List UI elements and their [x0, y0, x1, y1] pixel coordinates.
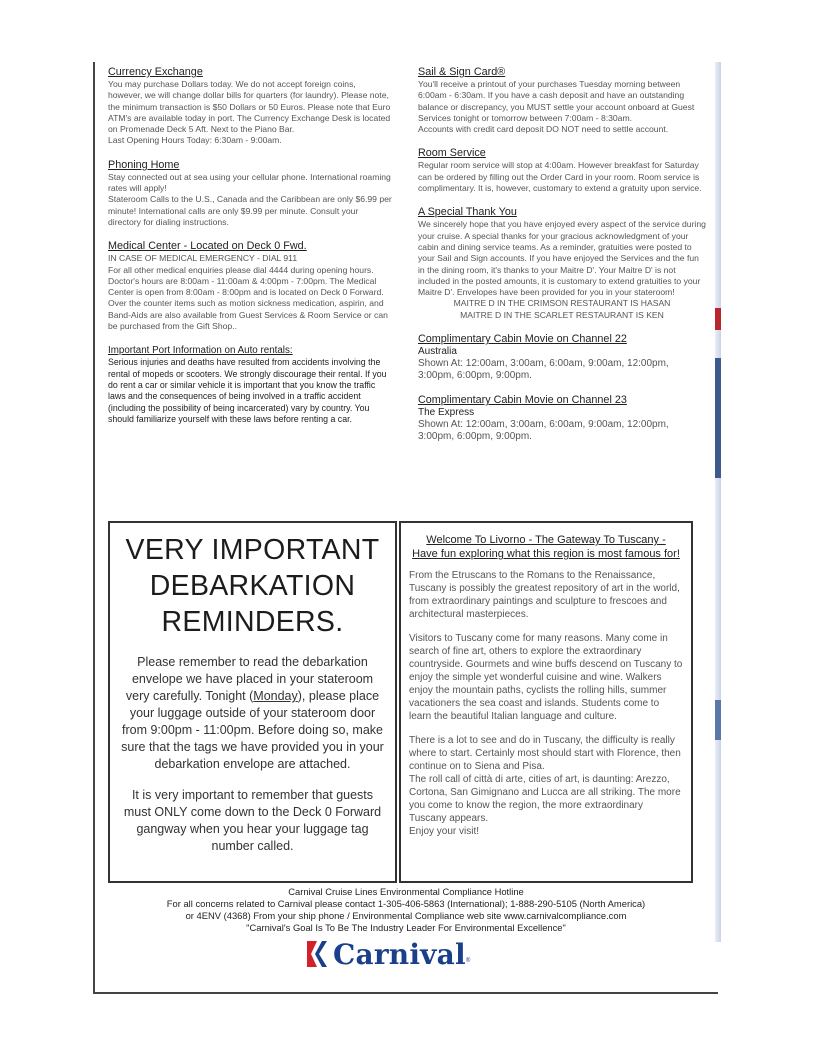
carnival-logo [305, 936, 470, 972]
medical-center-body: For all other medical enquiries please dial 4444 during opening hours. Doctor's hours are 8:00am - 11:00am & 4:00pm - 7:00pm. The Medical Center is open from 8:00am - 8:00pm and is located on Deck 0 Forward. Over the counter items such as motion sickness medication, aspirin, and Band-Aids are also available from Guest Services & Room Service or can be purchased from the Gift Shop.. [108, 264, 388, 332]
debarkation-title-line-1: VERY IMPORTANT [125, 534, 380, 566]
livorno-welcome-box [399, 521, 693, 883]
environmental-compliance-footer [108, 886, 704, 934]
livorno-paragraph-cities-of-art: The roll call of città di arte, cities of art, is daunting: Arezzo, Cortona, San Gimignano and Lucca are all striking. The more you come to know the region, the more extraordinary Tuscany appears. [409, 774, 681, 824]
maitre-d-scarlet: MAITRE D IN THE SCARLET RESTAURANT IS KEN [460, 309, 664, 320]
sail-sign-title: Sail & Sign Card® [418, 66, 506, 78]
movie-channel-23-name: The Express [418, 407, 475, 419]
page-edge-tab-red [715, 308, 721, 330]
movie-channel-23-section [418, 394, 706, 443]
left-column [108, 66, 392, 437]
movie-channel-22-times: Shown At: 12:00am, 3:00am, 6:00am, 9:00am, 12:00pm, 3:00pm, 6:00pm, 9:00pm. [418, 358, 669, 382]
room-service-section [418, 147, 706, 194]
page-edge-strip [715, 62, 721, 942]
movie-channel-22-name: Australia [418, 346, 457, 358]
debarkation-title [110, 532, 395, 640]
sail-sign-credit-note: Accounts with credit card deposit DO NOT need to settle account. [418, 124, 669, 135]
currency-exchange-hours: Last Opening Hours Today: 6:30am - 9:00am. [108, 135, 282, 146]
debarkation-title-line-2: DEBARKATION [149, 570, 356, 602]
livorno-heading-line-2: Have fun exploring what this region is most famous for! [412, 548, 680, 560]
thank-you-section [418, 206, 706, 321]
phoning-home-title: Phoning Home [108, 158, 180, 171]
carnival-trademark: ® [465, 958, 471, 964]
debarkation-luggage-text-pre: Please remember to read the debarkation envelope we have placed in your stateroom very carefully. Tonight ( [125, 655, 374, 703]
debarkation-reminders-box [108, 521, 397, 883]
movie-channel-22-section [418, 333, 706, 382]
debarkation-luggage-text-post: ), please place your luggage outside of your stateroom door from 9:00pm - 11:00pm. Before doing so, make sure that the tags we have provided you in your debarkation envelope are attached. [121, 689, 384, 771]
thank-you-body: We sincerely hope that you have enjoyed every aspect of the service during your cruise. A special thanks for your gracious acknowledgment of your cabin and dining service teams. As a reminder, gratuities were posted to your Sail and Sign accounts. If you have enjoyed the Services and the fun in the dining room, it's thanks to your Maitre D'. Your Maitre D' is not included in the posted amounts, it is customary to extend gratuities to your Maitre D'. Envelopes have been provided for you in your stateroom! [418, 219, 706, 298]
livorno-paragraph-visitors: Visitors to Tuscany come for many reasons. Many come in search of fine art, others to explore the extraordinary countryside. Gourmets and wine buffs descend on Tuscany to enjoy the simple yet wonderful cuisine and wine. Walkers enjoy the mountain paths, cyclists the rolling hills, summer vacationers the sea coast and islands. Students come to learn the beautiful Italian language and culture. [409, 633, 683, 722]
currency-exchange-title: Currency Exchange [108, 66, 203, 78]
page-edge-tab-blue-lower [715, 700, 721, 740]
port-information-section [108, 344, 392, 425]
medical-emergency-line: IN CASE OF MEDICAL EMERGENCY - DIAL 911 [108, 253, 298, 264]
sail-sign-section [418, 66, 706, 135]
port-information-title: Important Port Information on Auto rentals: [108, 345, 293, 357]
currency-exchange-body: You may purchase Dollars today. We do not accept foreign coins, however, we will change dollar bills for quarters (for laundry). Please note, the minimum transaction is $50 Dollars or 50 Euros. Please note that Euro ATM's are available today in port. The Currency Exchange Desk is located on Promenade Deck 5 Aft. Next to the Piano Bar. [108, 79, 391, 135]
sail-sign-body: You'll receive a printout of your purchases Tuesday morning between 6:00am - 6:30am. If you have a cash deposit and have an outstanding balance or discrepancy, you MUST settle your account onboard at Guest Services tonight or tomorrow between 7:00am - 8:30am. [418, 79, 695, 123]
debarkation-title-line-3: REMINDERS. [161, 606, 344, 638]
page-edge-tab-blue [715, 358, 721, 478]
room-service-body: Regular room service will stop at 4:00am. However breakfast for Saturday can be ordered by filling out the Order Card in your room. Room service is complimentary. It is, however, customary to extend a gratuity upon service. [418, 160, 702, 194]
footer-hotline-title: Carnival Cruise Lines Environmental Compliance Hotline [288, 886, 524, 897]
livorno-heading-line-1: Welcome To Livorno - The Gateway To Tuscany - [426, 534, 666, 546]
footer-website: or 4ENV (4368) From your ship phone / Environmental Compliance web site www.carnivalcompliance.com [185, 910, 627, 921]
footer-contact-numbers: For all concerns related to Carnival please contact 1-305-406-5863 (International); 1-888-290-5105 (North America) [166, 898, 646, 909]
right-column [418, 66, 706, 455]
currency-exchange-section [108, 66, 392, 147]
movie-channel-23-times: Shown At: 12:00am, 3:00am, 6:00am, 9:00am, 12:00pm, 3:00pm, 6:00pm, 9:00pm. [418, 419, 669, 443]
livorno-heading [401, 533, 691, 561]
medical-center-title: Medical Center - Located on Deck 0 Fwd. [108, 240, 307, 253]
debarkation-luggage-paragraph [120, 654, 385, 773]
phoning-home-section [108, 159, 392, 228]
thank-you-title: A Special Thank You [418, 206, 517, 219]
medical-center-section [108, 240, 392, 332]
carnival-wordmark: Carnival [333, 937, 466, 971]
carnival-funnel-icon [305, 939, 329, 969]
phoning-home-body-rates: Stateroom Calls to the U.S., Canada and the Caribbean are only $6.99 per minute! International calls are only $9.99 per minute. Consult your directory for dialing instructions. [108, 194, 392, 227]
debarkation-day: Monday [253, 689, 298, 703]
movie-channel-22-title: Complimentary Cabin Movie on Channel 22 [418, 333, 627, 346]
room-service-title: Room Service [418, 147, 486, 160]
footer-goal-quote: "Carnival's Goal Is To Be The Industry Leader For Environmental Excellence" [246, 922, 566, 933]
movie-channel-23-title: Complimentary Cabin Movie on Channel 23 [418, 394, 627, 407]
debarkation-gangway-paragraph: It is very important to remember that guests must ONLY come down to the Deck 0 Forward gangway when you hear your luggage tag number called. [123, 788, 382, 853]
livorno-paragraph-where-to-start: There is a lot to see and do in Tuscany, the difficulty is really where to start. Certainly most should start with Florence, then continue on to Siena and Pisa. [409, 735, 681, 772]
maitre-d-crimson: MAITRE D IN THE CRIMSON RESTAURANT IS HASAN [453, 298, 671, 309]
livorno-enjoy-visit: Enjoy your visit! [409, 826, 480, 837]
phoning-home-body-roaming: Stay connected out at sea using your cellular phone. International roaming rates will apply! [108, 171, 391, 194]
livorno-paragraph-art: From the Etruscans to the Romans to the Renaissance, Tuscany is possibly the greatest repository of art in the world, from extraordinary paintings and sculpture to frescoes and architectural masterpieces. [409, 570, 680, 620]
port-information-body: Serious injuries and deaths have resulted from accidents involving the rental of mopeds or scooters. We strongly discourage their rental. If you do rent a car or similar vehicle it is important that you know the traffic laws and the consequences of being involved in a traffic accident (including the possibility of being incarcerated) vary by country. You should familiarize yourself with these laws before renting a car. [108, 357, 387, 424]
